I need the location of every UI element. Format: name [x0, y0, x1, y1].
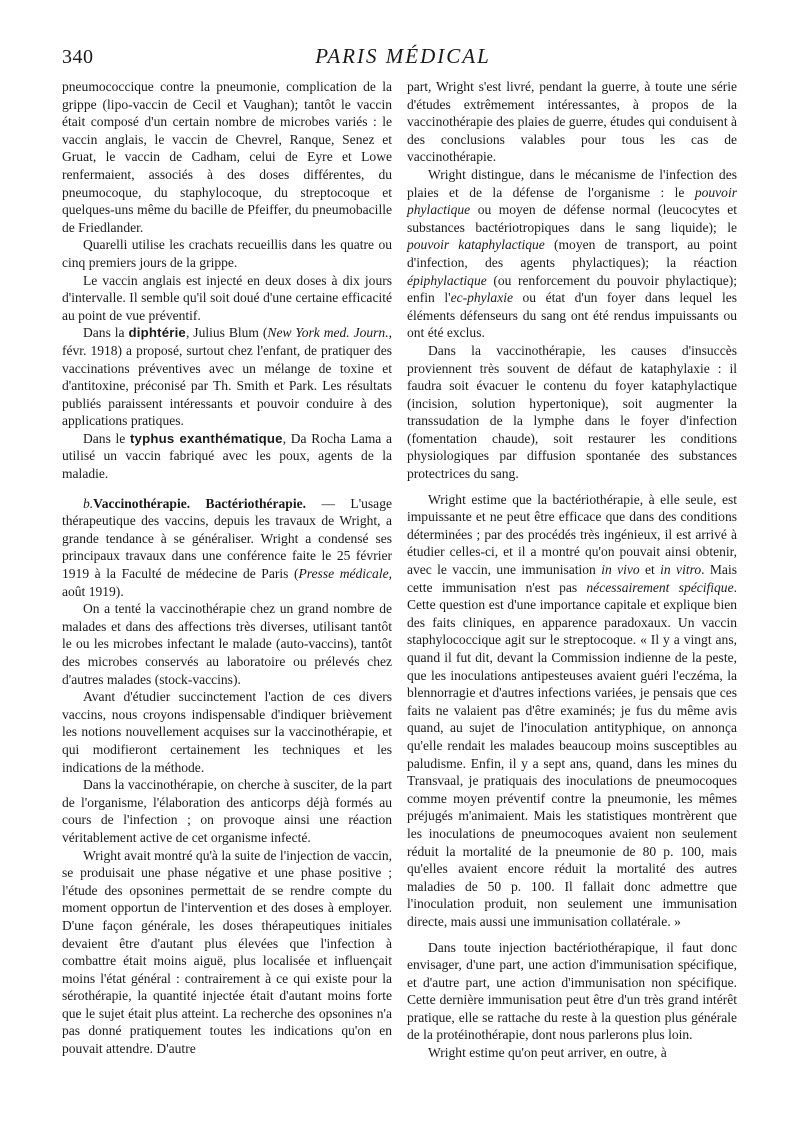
term: in vivo [601, 562, 640, 578]
citation: Presse médicale [298, 566, 389, 582]
term: pouvoir phylactique [407, 184, 737, 218]
paragraph: part, Wright s'est livré, pendant la guerre, à toute une série d'études extrêmement intéressantes, à propos de la vaccinothérapie des plaies de guerre, études qui conduisent à des conclusions valables pour tous les cas de vaccinothérapie. [407, 79, 737, 165]
citation: New York med. Journ. [267, 325, 389, 341]
paragraph: Wright distingue, dans le mécanisme de l'infection des plaies et de la défense de l'organisme : le pouvoir phylactique ou moyen de défense normal (leucocytes et substances bactériotropiques dans le sang liquide); le pouvoir kataphylactique (moyen de transport, au point d'infection, des agents phylactiques); la réaction épiphylactique (ou renforcement du pouvoir phylactique); enfin l'ec-phylaxie ou état d'un foyer dans lequel les éléments défenseurs du sang ont été rendus impuissants ou ont été exclus. [407, 166, 737, 341]
paragraph: pneumococcique contre la pneumonie, complication de la grippe (lipo-vaccin de Cecil et Vaughan); tantôt le vaccin était composé d'un certain nombre de microbes variés : le vaccin anglais, le vaccin de Chevrel, Ranque, Senez et Gruat, le vaccin de Cadham, celui de Eyre et Lowe renfermaient, associés à des doses différentes, du pneumocoque, du staphylocoque, du streptocoque et quelques-uns même du bacille de Pfeiffer, du pneumobacille de Friedlander. [62, 79, 392, 235]
term: ec-phylaxie [450, 290, 513, 306]
paragraph: Dans le typhus exanthématique, Da Rocha Lama a utilisé un vaccin fabriqué avec les poux, agents de la maladie. [62, 430, 392, 482]
paragraph: Quarelli utilise les crachats recueillis dans les quatre ou cinq premiers jours de la grippe. [62, 237, 392, 270]
paragraph: Le vaccin anglais est injecté en deux doses à dix jours d'intervalle. Il semble qu'il soit doué d'une certaine efficacité au point de vue préventif. [62, 272, 392, 323]
paragraph: Dans la diphtérie, Julius Blum (New York med. Journ., févr. 1918) a proposé, surtout chez l'enfant, de pratiquer des vaccinations préventives avec un mélange de toxine et d'antitoxine, préconisé par Th. Smith et Park. Les résultats publiés paraissent intéressants et pouvoir conduire à des applications pratiques. [62, 325, 392, 429]
section-paragraph: b.Vaccinothérapie. Bactériothérapie. — L'usage thérapeutique des vaccins, depuis les travaux de Wright, a grande tendance à se généraliser. Wright a condensé ses principaux travaux dans une conférence faite le 25 février 1919 à la Faculté de médecine de Paris (Presse médicale, août 1919). [62, 495, 392, 599]
page-number: 340 [62, 46, 94, 68]
term: épiphylactique [407, 272, 487, 288]
right-column [407, 78, 737, 1062]
paragraph: Dans la vaccinothérapie, les causes d'insuccès proviennent très souvent de défaut de kataphylaxie : il faudra soit évacuer le contenu du foyer kataphylactique (incision, solution hypertonique), soit augmenter la transsudation de la lymphe dans le foyer d'infection (fomentation chaude), soit restaurer les conditions physiologiques par diffusion spontanée des substances protectrices du sang. [407, 342, 737, 482]
bold-term: diphtérie [128, 325, 186, 341]
section-heading: Vaccinothérapie. Bactériothérapie. [93, 495, 306, 511]
bold-term: typhus exanthématique [129, 430, 283, 446]
journal-title: PARIS MÉDICAL [315, 44, 491, 68]
paragraph: Avant d'étudier succinctement l'action de ces divers vaccins, nous croyons indispensable d'indiquer brièvement les notions nouvellement acquises sur la vaccinothérapie, et qui modifieront certainement les techniques et les indications de la méthode. [62, 689, 392, 775]
paragraph: Wright estime que la bactériothérapie, à elle seule, est impuissante et ne peut être efficace que dans des conditions déterminées ; par des procédés très ingénieux, il est arrivé à étudier celles-ci, et il a montré qu'on pouvait ainsi obtenir, avec le vaccin, une immunisation in vivo et in vitro. Mais cette immunisation n'est pas nécessairement spécifique. Cette question est d'une importance capitale et explique bien des faits cliniques, en apparence paradoxaux. Un vaccin staphylococcique agit sur le streptocoque. « Il y a vingt ans, quand il fut dit, devant la Commission indienne de la peste, que les inoculations antipesteuses avaient guéri l'eczéma, la blennorragie et d'autres infections variées, je pensais que ces faits ne valaient pas d'être examinés; je fus du même avis quand, au sujet de l'inoculation antityphique, on annonça qu'elle rendait les malades beaucoup moins susceptibles au paludisme. Enfin, il y a sept ans, quand, dans les mines du Transvaal, je pratiquais des inoculations de pneumocoques comme moyen préventif contre la pneumonie, les mêmes préjugés m'animaient. Mais les statistiques montrèrent que les inoculations de pneumocoques avaient non seulement réduit la mortalité de la pneumonie de 80 p. 100, mais qu'elles avaient encore réduit la mortalité des autres maladies de 50 p. 100. Il fallait donc admettre que l'inoculation produit, non seulement une immunisation directe, mais aussi une immunisation collatérale. » [407, 491, 737, 929]
term: pouvoir kataphylactique [407, 237, 545, 253]
paragraph: Wright estime qu'on peut arriver, en outre, à [428, 1045, 667, 1061]
paragraph: Dans la vaccinothérapie, on cherche à susciter, de la part de l'organisme, l'élaboration des anticorps déjà formés au cours de l'infection ; on provoque ainsi une réaction véritablement active de cet organisme infecté. [62, 777, 392, 845]
page-header [62, 40, 744, 74]
paragraph: Dans toute injection bactériothérapique, il faut donc envisager, d'une part, une action d'immunisation spécifique, et d'autre part, une action d'immunisation non spécifique. Cette dernière immunisation peut être d'un très grand intérêt pratique, elle se rattache du reste à la question plus générale de la protéinothérapie, dont nous parlerons plus loin. [407, 939, 737, 1043]
paragraph: On a tenté la vaccinothérapie chez un grand nombre de malades et dans des affections très diverses, utilisant tantôt le ou les microbes infectant le malade (auto-vaccins), tantôt des microbes conservés au laboratoire ou prélevés chez d'autres malades (stock-vaccins). [62, 601, 392, 687]
term: in vitro [660, 562, 702, 578]
paragraph: Wright avait montré qu'à la suite de l'injection de vaccin, se produisait une phase négative et une phase positive ; l'étude des opsonines permettait de se rendre compte du moment opportun de l'intervention et des doses à employer. D'une façon générale, les doses thérapeutiques initiales devaient être d'autant plus élevées que l'infection à combattre était moins aiguë, plus localisée et influençait moins l'état général : contrairement à ce qui existe pour la sérothérapie, la quantité injectée était d'autant moins forte que le sujet était plus atteint. La recherche des opsonines n'a pas donné pratiquement toutes les indications qu'on en pouvait attendre. D'autre [62, 847, 392, 1057]
left-column [62, 78, 392, 1058]
term: nécessairement spécifique [586, 579, 734, 595]
